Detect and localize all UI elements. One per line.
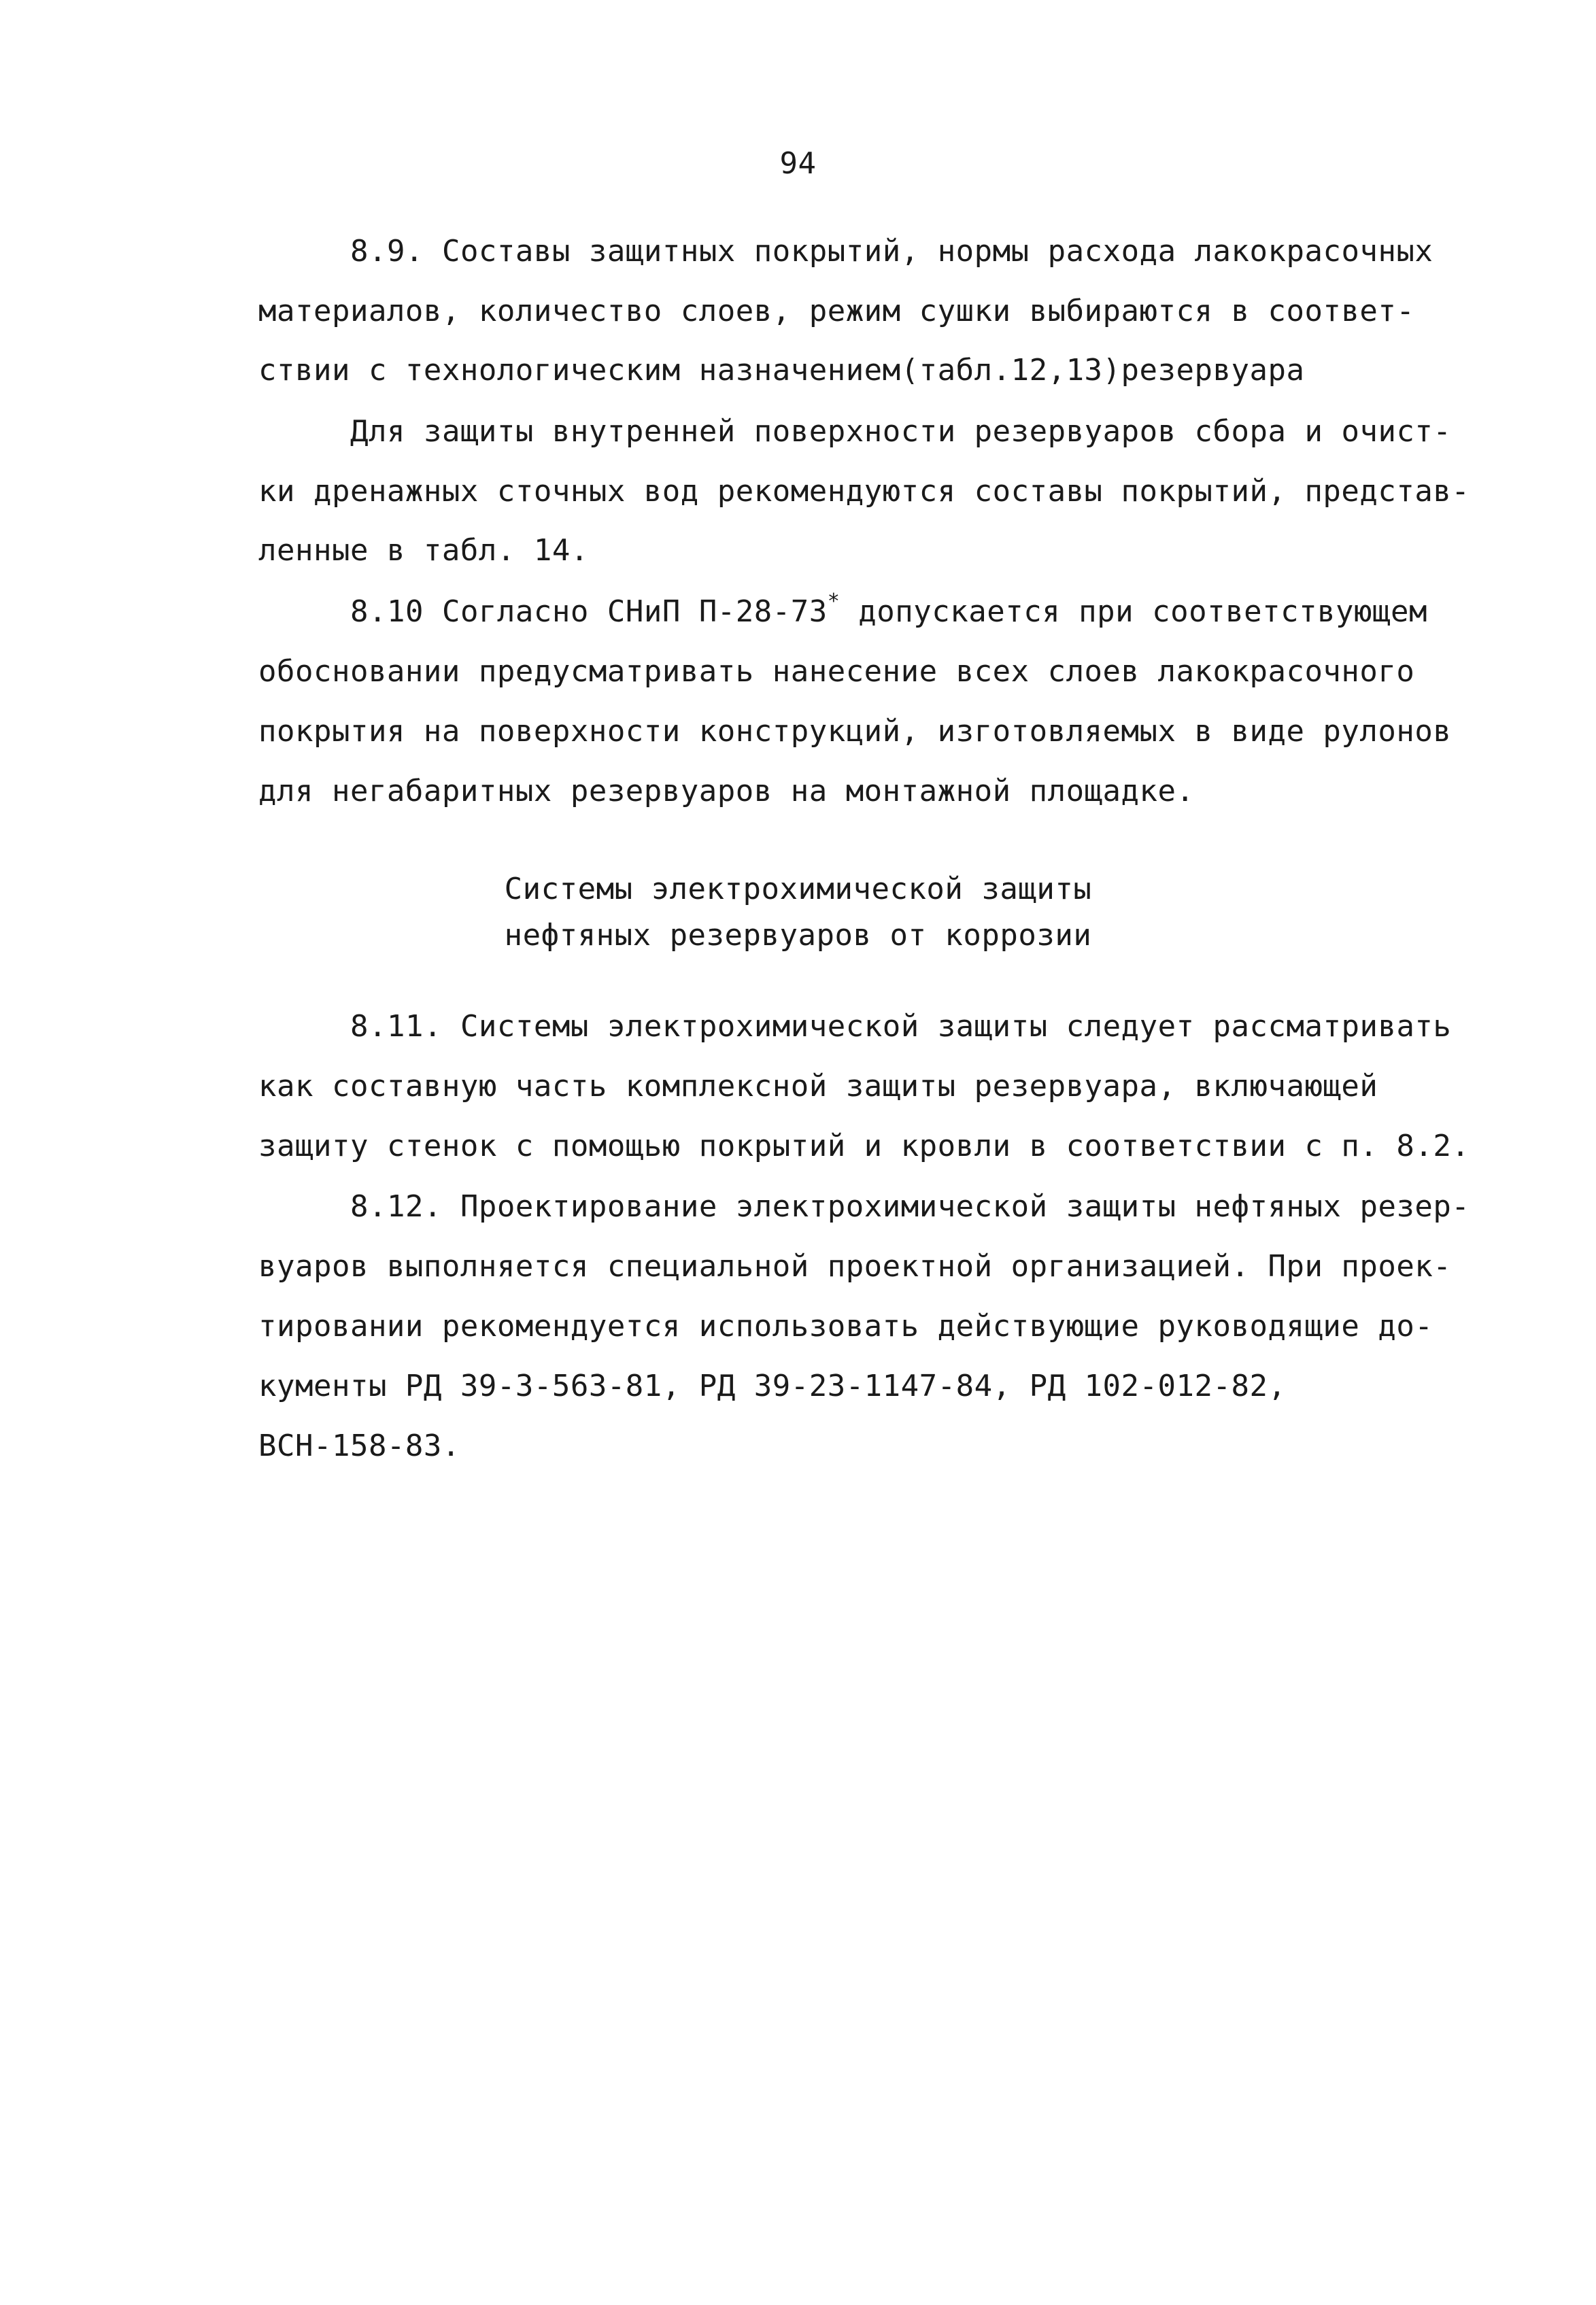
text-line bbox=[350, 592, 1427, 632]
text-line: материалов, количество слоев, режим сушки выбираются в соответ- bbox=[258, 294, 1415, 328]
text-line: Для защиты внутренней поверхности резервуаров сбора и очист- bbox=[350, 414, 1452, 449]
text-line: 8.12. Проектирование электрохимической защиты нефтяных резер- bbox=[350, 1189, 1470, 1224]
page-number: 94 bbox=[779, 146, 817, 181]
footnote-mark: * bbox=[827, 590, 841, 613]
text-line: как составную часть комплексной защиты резервуара, включающей bbox=[258, 1069, 1378, 1104]
text-line: ствии с технологическим назначением(табл.12,13)резервуара bbox=[258, 353, 1305, 388]
text-line: тировании рекомендуется использовать действующие руководящие до- bbox=[258, 1309, 1433, 1344]
text-fragment: 8.10 Согласно СНиП П-28-73 bbox=[350, 594, 828, 629]
heading-line: Системы электрохимической защиты bbox=[504, 872, 1092, 906]
text-line: ВСН-158-83. bbox=[258, 1429, 460, 1463]
text-line: защиту стенок с помощью покрытий и кровли в соответствии с п. 8.2. bbox=[258, 1129, 1470, 1163]
text-line: покрытия на поверхности конструкций, изготовляемых в виде рулонов bbox=[258, 714, 1452, 749]
text-fragment: допускается при соответствующем bbox=[840, 594, 1427, 629]
text-line: кументы РД 39-3-563-81, РД 39-23-1147-84, РД 102-012-82, bbox=[258, 1369, 1287, 1403]
text-line: 8.9. Составы защитных покрытий, нормы расхода лакокрасочных bbox=[350, 234, 1433, 269]
heading-line: нефтяных резервуаров от коррозии bbox=[504, 918, 1092, 953]
text-line: ки дренажных сточных вод рекомендуются составы покрытий, представ- bbox=[258, 474, 1470, 509]
text-line: вуаров выполняется специальной проектной организацией. При проек- bbox=[258, 1249, 1452, 1284]
text-line: для негабаритных резервуаров на монтажной площадке. bbox=[258, 774, 1195, 808]
text-line: ленные в табл. 14. bbox=[258, 533, 589, 568]
text-line: обосновании предусматривать нанесение всех слоев лакокрасочного bbox=[258, 654, 1415, 689]
text-line: 8.11. Системы электрохимической защиты следует рассматривать bbox=[350, 1009, 1452, 1044]
